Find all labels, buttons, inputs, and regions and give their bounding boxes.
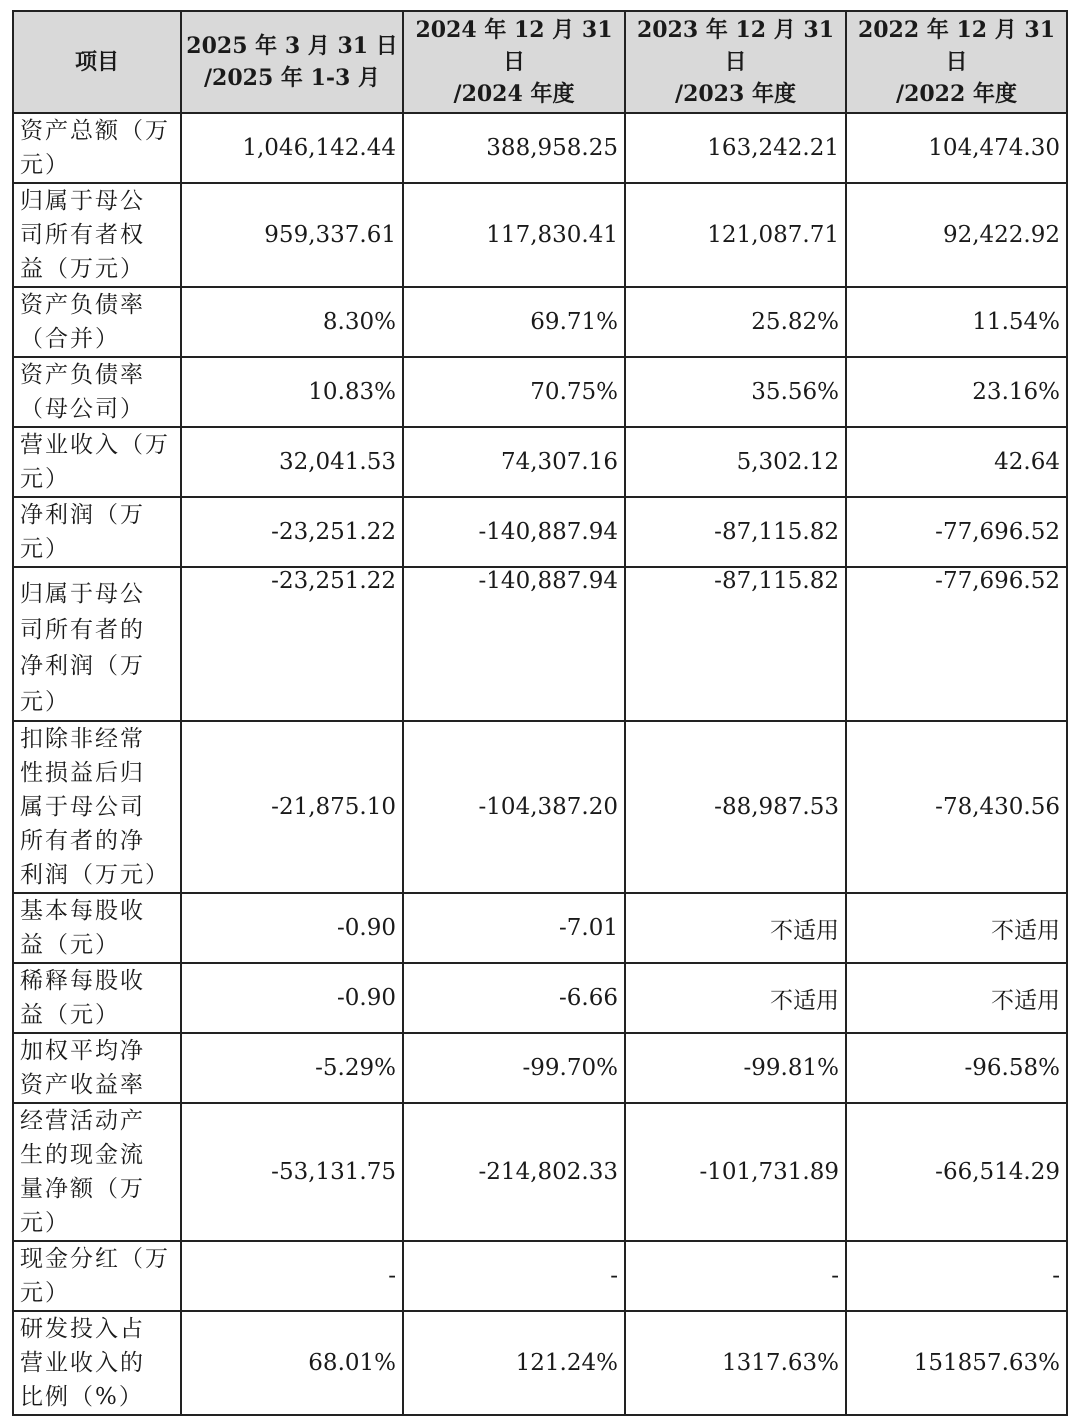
row-label [13,1033,181,1103]
table-cell: 5,302.12 [625,427,846,497]
row-label-line: 净利润（万 [20,502,145,528]
table-row [13,963,1067,1033]
row-label-line: 资产负债率 [20,362,145,388]
table-cell: -99.70% [403,1033,625,1103]
table-cell: 1317.63% [625,1311,846,1415]
row-label-line: 资产收益率 [20,1072,145,1098]
table-cell: -23,251.22 [181,567,403,721]
row-label-line: 基本每股收 [20,898,145,924]
table-cell: 32,041.53 [181,427,403,497]
table-cell: 68.01% [181,1311,403,1415]
table-cell: -53,131.75 [181,1103,403,1241]
table-cell: 163,242.21 [625,113,846,183]
row-label-line: 研发投入占 [20,1316,145,1342]
row-label-line: 比例（%） [20,1384,144,1410]
row-label-line: 营业收入（万 [20,432,170,458]
financial-summary-table [12,10,1068,1416]
row-label-line: 稀释每股收 [20,968,145,994]
row-label-line: 归属于母公 [20,581,145,607]
table-cell: 42.64 [846,427,1067,497]
row-label-line: 利润（万元） [20,862,170,888]
row-label-line: 元） [20,1280,70,1306]
row-label-line: 加权平均净 [20,1038,145,1064]
table-cell: 104,474.30 [846,113,1067,183]
header-date: 2023 年 12 月 31 日 [636,17,835,75]
header-date: 2025 年 3 月 31 日 [186,33,398,59]
table-row [13,1103,1067,1241]
row-label-line: 性损益后归 [20,760,145,786]
table-cell: 74,307.16 [403,427,625,497]
row-label-line: 经营活动产 [20,1108,145,1134]
table-cell: 不适用 [846,963,1067,1033]
row-label-line: 益（万元） [20,256,145,282]
table-cell: 151857.63% [846,1311,1067,1415]
header-col-2022 [846,11,1067,113]
table-cell: -66,514.29 [846,1103,1067,1241]
table-cell: 121,087.71 [625,183,846,287]
table-cell: 388,958.25 [403,113,625,183]
table-cell: 69.71% [403,287,625,357]
row-label-line: 营业收入的 [20,1350,145,1376]
table-cell: -0.90 [181,963,403,1033]
row-label-line: 益（元） [20,1002,120,1028]
table-cell: -0.90 [181,893,403,963]
table-cell: -104,387.20 [403,721,625,893]
row-label [13,427,181,497]
table-cell: -23,251.22 [181,497,403,567]
table-cell: - [625,1241,846,1311]
header-item [13,11,181,113]
row-label-line: 元） [20,152,70,178]
table-cell: 不适用 [625,893,846,963]
row-label-line: 元） [20,689,70,715]
table-cell: -99.81% [625,1033,846,1103]
table-cell: -6.66 [403,963,625,1033]
table-cell: -77,696.52 [846,567,1067,721]
table-row [13,1241,1067,1311]
table-row [13,1033,1067,1103]
row-label [13,567,181,721]
financial-table-container [12,10,1066,1416]
header-col-2025q1 [181,11,403,113]
row-label [13,183,181,287]
table-cell: -87,115.82 [625,497,846,567]
table-row [13,183,1067,287]
row-label [13,497,181,567]
header-row [13,11,1067,113]
row-label-line: 所有者的净 [20,828,145,854]
table-cell: 959,337.61 [181,183,403,287]
table-row [13,427,1067,497]
table-row [13,1311,1067,1415]
table-cell: 35.56% [625,357,846,427]
table-cell: -87,115.82 [625,567,846,721]
row-label [13,963,181,1033]
table-cell: -96.58% [846,1033,1067,1103]
row-label-line: （合并） [20,326,120,352]
table-cell: 121.24% [403,1311,625,1415]
row-label-line: 司所有者的 [20,617,145,643]
table-cell: -140,887.94 [403,497,625,567]
header-period: /2025 年 1-3 月 [204,65,380,91]
header-date: 2022 年 12 月 31 日 [857,17,1056,75]
table-cell: -101,731.89 [625,1103,846,1241]
row-label-line: 资产负债率 [20,292,145,318]
table-cell: 11.54% [846,287,1067,357]
header-period: /2023 年度 [675,81,796,107]
table-cell: 117,830.41 [403,183,625,287]
row-label-line: 属于母公司 [20,794,145,820]
table-row [13,567,1067,721]
table-cell: -77,696.52 [846,497,1067,567]
header-date: 2024 年 12 月 31 日 [415,17,613,75]
row-label-line: 资产总额（万 [20,118,170,144]
table-cell: 23.16% [846,357,1067,427]
table-cell: 1,046,142.44 [181,113,403,183]
table-row [13,497,1067,567]
header-col-2024 [403,11,625,113]
row-label-line: 元） [20,1210,70,1236]
row-label [13,1241,181,1311]
row-label-line: 现金分红（万 [20,1246,170,1272]
table-row [13,357,1067,427]
row-label [13,1103,181,1241]
table-cell: - [403,1241,625,1311]
row-label [13,287,181,357]
row-label-line: 元） [20,536,70,562]
row-label-line: 生的现金流 [20,1142,145,1168]
table-row [13,287,1067,357]
table-row [13,721,1067,893]
table-cell: 25.82% [625,287,846,357]
row-label-line: 净利润（万 [20,653,145,679]
header-item-label: 项目 [74,49,119,75]
table-cell: -5.29% [181,1033,403,1103]
table-cell: -214,802.33 [403,1103,625,1241]
table-cell: 10.83% [181,357,403,427]
table-cell: 70.75% [403,357,625,427]
header-period: /2024 年度 [453,81,575,107]
row-label [13,113,181,183]
header-period: /2022 年度 [896,81,1017,107]
row-label-line: 益（元） [20,932,120,958]
table-cell: -78,430.56 [846,721,1067,893]
table-cell: 不适用 [625,963,846,1033]
table-cell: 92,422.92 [846,183,1067,287]
header-col-2023 [625,11,846,113]
table-cell: 不适用 [846,893,1067,963]
table-cell: -88,987.53 [625,721,846,893]
table-cell: -21,875.10 [181,721,403,893]
row-label-line: 归属于母公 [20,188,145,214]
table-cell: -7.01 [403,893,625,963]
table-cell: - [181,1241,403,1311]
row-label [13,721,181,893]
row-label-line: 司所有者权 [20,222,145,248]
table-row [13,893,1067,963]
row-label [13,1311,181,1415]
row-label-line: 扣除非经常 [20,726,145,752]
row-label [13,357,181,427]
row-label-line: 量净额（万 [20,1176,145,1202]
table-cell: - [846,1241,1067,1311]
table-cell: 8.30% [181,287,403,357]
row-label-line: （母公司） [20,396,145,422]
row-label-line: 元） [20,466,70,492]
row-label [13,893,181,963]
table-cell: -140,887.94 [403,567,625,721]
table-row [13,113,1067,183]
